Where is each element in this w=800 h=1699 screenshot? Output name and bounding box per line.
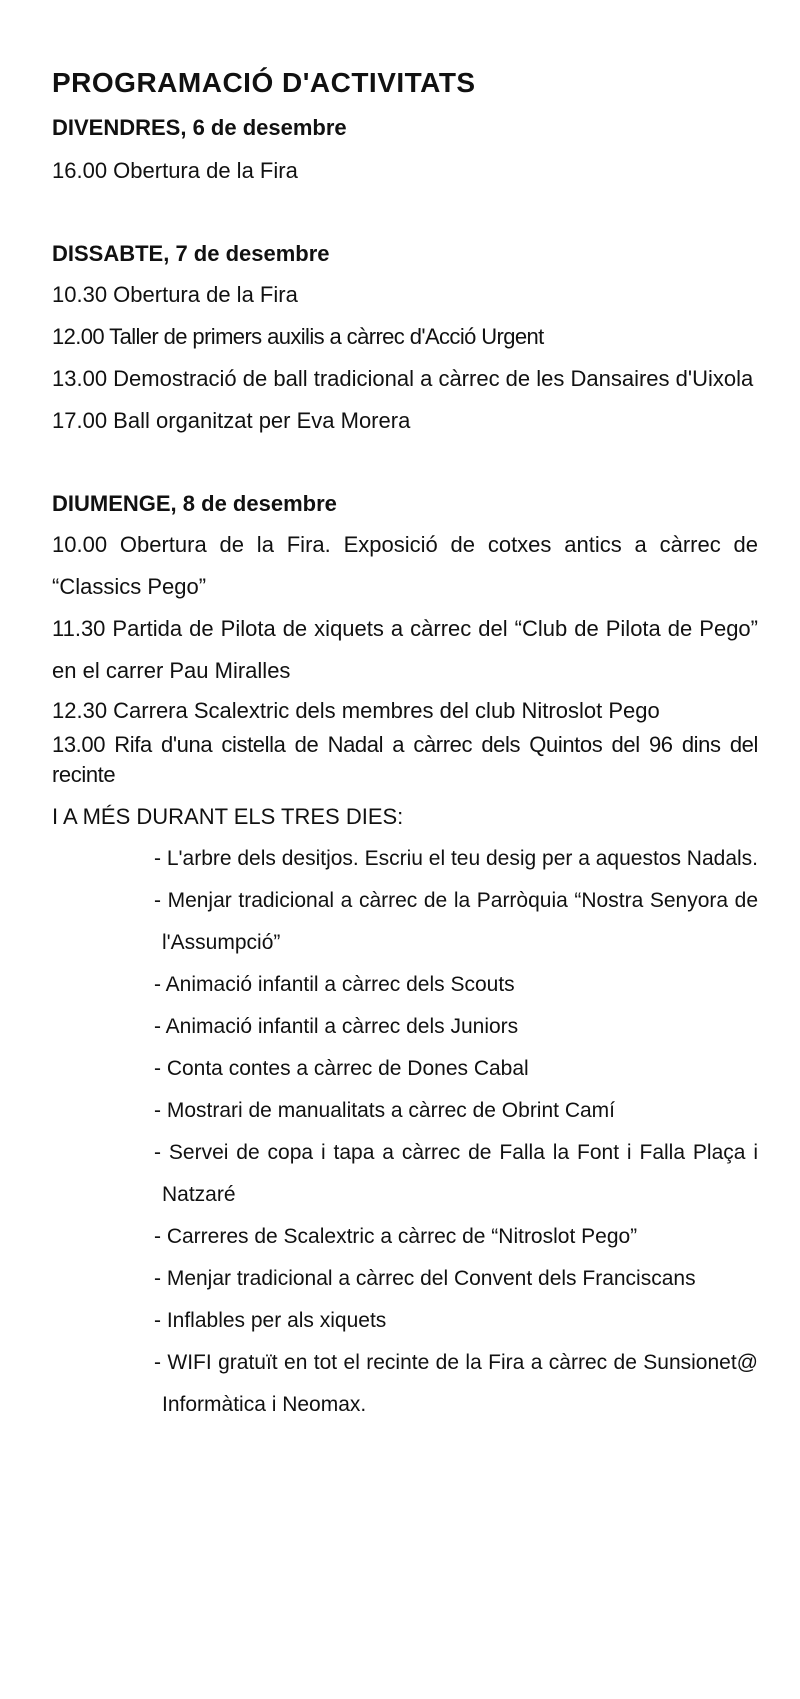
list-item: - Menjar tradicional a càrrec de la Parròquia “Nostra Senyora de l'Assumpció” — [154, 889, 758, 954]
list-item: - Mostrari de manualitats a càrrec de Obrint Camí — [154, 1099, 615, 1122]
activity-entry: 10.00 Obertura de la Fira. Exposició de cotxes antics a càrrec de “Classics Pego” — [52, 532, 758, 599]
day-section-sunday — [52, 488, 758, 790]
list-item: - Servei de copa i tapa a càrrec de Falla la Font i Falla Plaça i Natzaré — [154, 1141, 758, 1206]
day-section-friday — [52, 112, 758, 192]
activity-entry: 12.30 Carrera Scalextric dels membres del club Nitroslot Pego — [52, 698, 660, 723]
activity-entry: 16.00 Obertura de la Fira — [52, 158, 298, 183]
activity-entry: 13.00 Rifa d'una cistella de Nadal a càrrec dels Quintos del 96 dins del recinte — [52, 732, 758, 787]
day-heading: DIVENDRES, 6 de desembre — [52, 115, 347, 140]
list-item: - Carreres de Scalextric a càrrec de “Nitroslot Pego” — [154, 1225, 638, 1248]
activity-entry: 12.00 Taller de primers auxilis a càrrec d'Acció Urgent — [52, 324, 544, 349]
program-document — [52, 64, 758, 1426]
activity-entry: 11.30 Partida de Pilota de xiquets a càrrec del “Club de Pilota de Pego” en el carrer Pau Miralles — [52, 616, 758, 683]
activity-entry: 17.00 Ball organitzat per Eva Morera — [52, 408, 411, 433]
page-title: PROGRAMACIÓ D'ACTIVITATS — [52, 67, 476, 98]
list-item: - WIFI gratuït en tot el recinte de la Fira a càrrec de Sunsionet@ Informàtica i Neomax. — [154, 1351, 758, 1416]
activity-entry: 10.30 Obertura de la Fira — [52, 282, 298, 307]
extras-heading: I A MÉS DURANT ELS TRES DIES: — [52, 804, 404, 829]
day-heading: DISSABTE, 7 de desembre — [52, 241, 330, 266]
activity-entry: 13.00 Demostració de ball tradicional a càrrec de les Dansaires d'Uixola — [52, 366, 754, 391]
list-item: - L'arbre dels desitjos. Escriu el teu desig per a aquestos Nadals. — [154, 847, 758, 870]
day-section-saturday — [52, 238, 758, 442]
list-item: - Inflables per als xiquets — [154, 1309, 387, 1332]
list-item: - Conta contes a càrrec de Dones Cabal — [154, 1057, 529, 1080]
list-item: - Animació infantil a càrrec dels Scouts — [154, 973, 515, 996]
day-heading: DIUMENGE, 8 de desembre — [52, 491, 337, 516]
list-item: - Animació infantil a càrrec dels Juniors — [154, 1015, 519, 1038]
extras-list — [52, 838, 758, 1426]
list-item: - Menjar tradicional a càrrec del Convent dels Franciscans — [154, 1267, 696, 1290]
